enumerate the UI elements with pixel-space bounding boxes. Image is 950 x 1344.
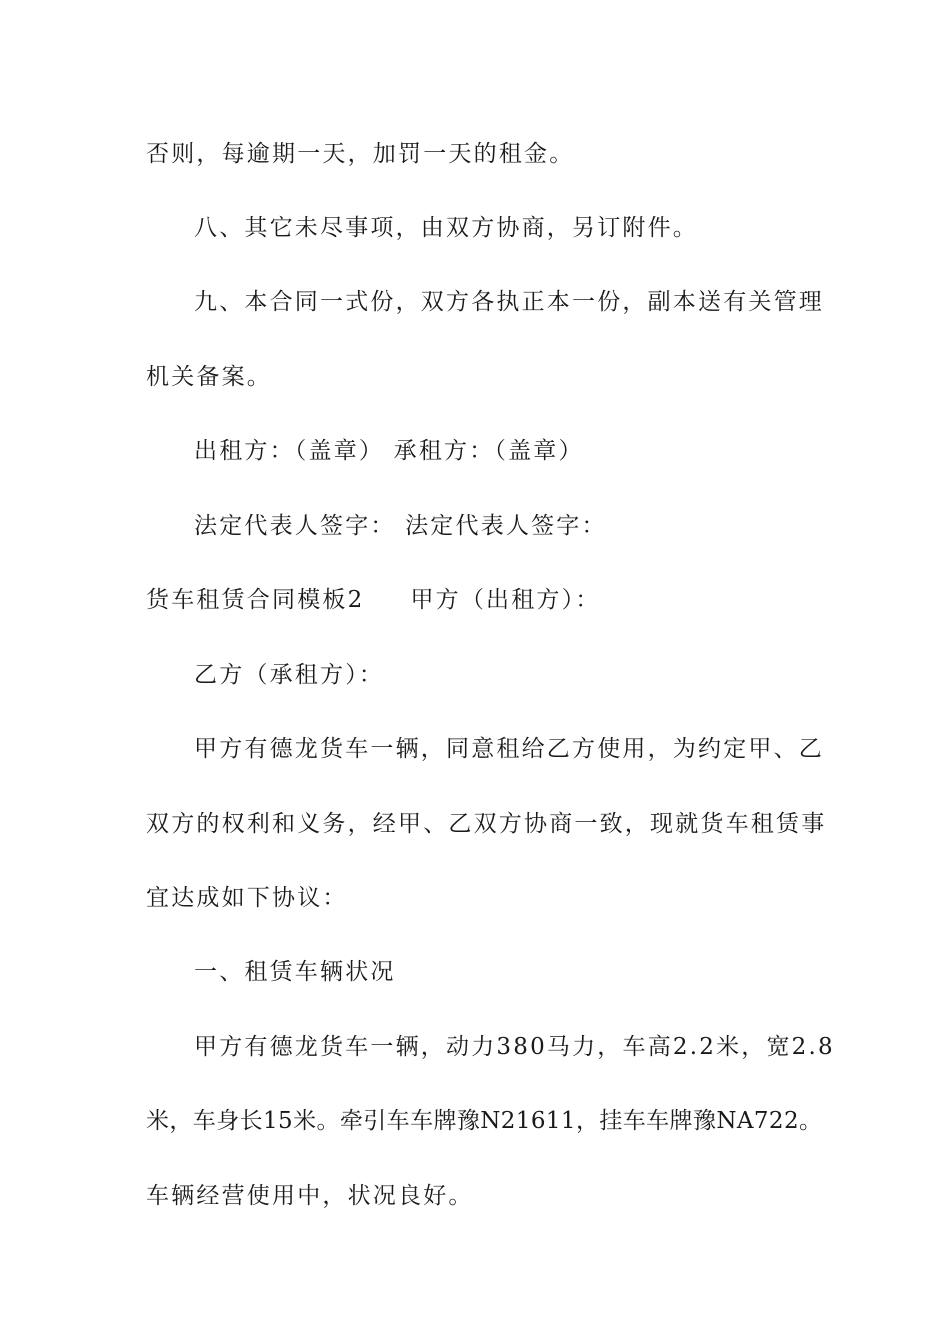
party-b-label: 乙方（承租方）： <box>194 662 385 688</box>
party-a-label: 甲方（出租方）： <box>410 587 601 613</box>
paragraph-line: 九、本合同一式份，双方各执正本一份，副本送有关管理 <box>194 289 824 315</box>
heading-line <box>146 584 816 616</box>
paragraph-line: 双方的权利和义务，经甲、乙双方协商一致，现就货车租赁事 <box>146 811 827 837</box>
paragraph-line: 机关备案。 <box>146 364 272 390</box>
signature-line: 出租方：（盖章） 承租方：（盖章） <box>194 438 584 464</box>
paragraph-line: 甲方有德龙货车一辆，动力380马力，车高2.2米，宽2.8 <box>194 1034 835 1060</box>
signature-line: 法定代表人签字： 法定代表人签字： <box>194 513 607 539</box>
paragraph-line: 车辆经营使用中，状况良好。 <box>146 1183 474 1209</box>
paragraph-line: 八、其它未尽事项，由双方协商，另订附件。 <box>194 215 698 241</box>
paragraph-line: 否则，每逾期一天，加罚一天的租金。 <box>146 141 575 167</box>
document-title: 货车租赁合同模板2 <box>146 587 365 613</box>
paragraph-line: 宜达成如下协议： <box>146 885 348 911</box>
paragraph-line: 米，车身长15米。牵引车车牌豫N21611，挂车车牌豫NA722。 <box>146 1108 823 1134</box>
paragraph-line: 甲方有德龙货车一辆，同意租给乙方使用，为约定甲、乙 <box>194 736 824 762</box>
section-heading: 一、租赁车辆状况 <box>194 959 396 985</box>
